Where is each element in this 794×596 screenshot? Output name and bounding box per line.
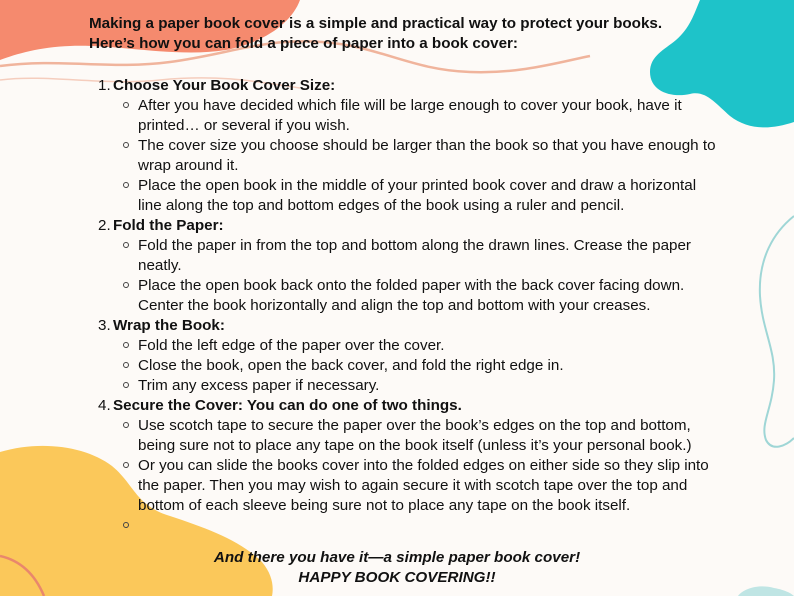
- hollow-bullet-icon: [123, 422, 129, 428]
- bullet-text: Trim any excess paper if necessary.: [138, 377, 380, 394]
- hollow-bullet-icon: [123, 522, 129, 528]
- intro-paragraph: Making a paper book cover is a simple and practical way to protect your books. Here’s how you can fold a piece of paper into a book cover:: [89, 15, 663, 52]
- bullet-text: Or you can slide the books cover into the folded edges on either side so they slip into the paper. Then you may wish to again secure it with scotch tape over the top and bottom of each sleeve being sure not to place any tape on the book itself.: [138, 457, 709, 514]
- bullet-item: [122, 276, 718, 316]
- step-bullets: [98, 96, 718, 216]
- step-item: [98, 216, 718, 316]
- bullet-item: [122, 136, 718, 176]
- step-bullets: [98, 416, 718, 536]
- hollow-bullet-icon: [123, 362, 129, 368]
- steps-list: [98, 76, 718, 536]
- bullet-item: [122, 416, 718, 456]
- hollow-bullet-icon: [123, 462, 129, 468]
- step-title: Choose Your Book Cover Size:: [113, 77, 336, 94]
- step-number: 3.: [98, 317, 111, 334]
- bullet-text: Place the open book in the middle of your printed book cover and draw a horizontal line along the top and bottom edges of the book using a ruler and pencil.: [138, 177, 697, 214]
- step-heading: [98, 216, 718, 236]
- closing-message: [0, 548, 794, 588]
- bullet-item: [122, 176, 718, 216]
- step-number: 2.: [98, 217, 111, 234]
- closing-exclamation: HAPPY BOOK COVERING!!: [298, 569, 496, 586]
- step-number: 1.: [98, 77, 111, 94]
- bullet-text: Close the book, open the back cover, and fold the right edge in.: [138, 357, 564, 374]
- step-heading: [98, 396, 718, 416]
- bullet-text: The cover size you choose should be larger than the book so that you have enough to wrap around it.: [138, 137, 716, 174]
- step-item: [98, 396, 718, 536]
- bullet-text: Place the open book back onto the folded paper with the back cover facing down. Center the book horizontally and align the top and bottom with your creases.: [138, 277, 685, 314]
- step-heading: [98, 76, 718, 96]
- bullet-text: Use scotch tape to secure the paper over the book’s edges on the top and bottom, being sure not to place any tape on the book itself (unless it’s your personal book.): [138, 417, 692, 454]
- hollow-bullet-icon: [123, 382, 129, 388]
- step-number: 4.: [98, 397, 111, 414]
- bullet-item-empty: [122, 516, 718, 536]
- bullet-item: [122, 356, 718, 376]
- step-bullets: [98, 236, 718, 316]
- step-title: Wrap the Book:: [113, 317, 225, 334]
- step-heading: [98, 316, 718, 336]
- step-bullets: [98, 336, 718, 396]
- bullet-text: Fold the paper in from the top and bottom along the drawn lines. Crease the paper neatly.: [138, 237, 691, 274]
- hollow-bullet-icon: [123, 102, 129, 108]
- step-title: Fold the Paper:: [113, 217, 224, 234]
- bullet-text: After you have decided which file will be large enough to cover your book, have it printed… or several if you wish.: [138, 97, 682, 134]
- hollow-bullet-icon: [123, 182, 129, 188]
- hollow-bullet-icon: [123, 342, 129, 348]
- bullet-item: [122, 336, 718, 356]
- bullet-item: [122, 456, 718, 516]
- step-item: [98, 76, 718, 216]
- closing-line: And there you have it—a simple paper book cover!: [213, 549, 581, 566]
- bullet-item: [122, 96, 718, 136]
- bullet-item: [122, 376, 718, 396]
- step-title: Secure the Cover: You can do one of two things.: [113, 397, 462, 414]
- hollow-bullet-icon: [123, 142, 129, 148]
- bullet-item: [122, 236, 718, 276]
- hollow-bullet-icon: [123, 282, 129, 288]
- bullet-text: Fold the left edge of the paper over the cover.: [138, 337, 445, 354]
- hollow-bullet-icon: [123, 242, 129, 248]
- step-item: [98, 316, 718, 396]
